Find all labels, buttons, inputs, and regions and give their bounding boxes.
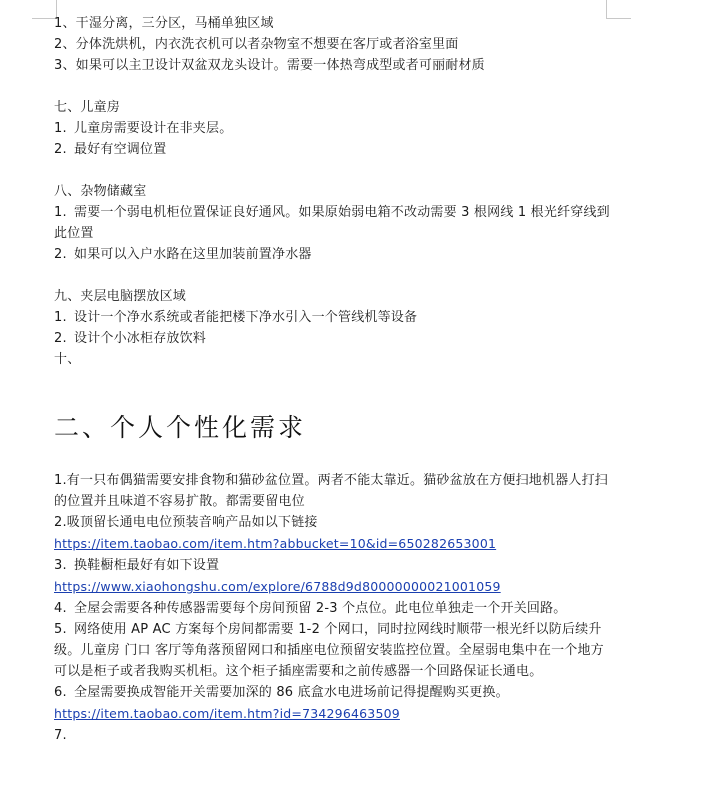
mezzanine-item-1 [54, 307, 624, 328]
document-page [54, 13, 624, 746]
list-text: 网络使用 AP AC 方案每个房间都需要 1-2 个网口，同时拉网线时顺带一根光纤以防后续升级。儿童房 门口 客厅等角落预留网口和插座电位预留安装监控位置。全屋弱电集中在一个地方可以是柜子或者我购买机柜。这个柜子插座需要和之前传感器一个回路保证长通电。 [54, 622, 604, 679]
taobao-speaker-link[interactable]: https://item.taobao.com/item.htm?abbucket=10&id=650282653001 [54, 536, 497, 551]
list-number: 2. [54, 247, 67, 262]
list-text: 设计个小冰柜存放饮料 [74, 331, 207, 346]
list-number: 1. [54, 205, 67, 220]
paragraph-gap [54, 160, 624, 181]
personal-item-5 [54, 619, 614, 682]
list-number: 1. [54, 310, 67, 325]
list-text: 如果可以入户水路在这里加装前置净水器 [74, 247, 312, 262]
kids-room-item-1 [54, 118, 624, 139]
list-text: 换鞋橱柜最好有如下设置 [74, 558, 220, 573]
bathroom-item-2: 2、分体洗烘机，内衣洗衣机可以者杂物室不想要在客厅或者浴室里面 [54, 37, 459, 52]
personal-item-2: 2.吸顶留长通电电位预装音响产品如以下链接 [54, 515, 318, 530]
list-text: 最好有空调位置 [74, 142, 167, 157]
section-title-mezzanine-computer: 九、夹层电脑摆放区域 [54, 289, 187, 304]
list-number: 4. [54, 601, 67, 616]
list-number: 3. [54, 558, 67, 573]
list-number: 2. [54, 331, 67, 346]
list-number: 7. [54, 728, 67, 743]
mezzanine-item-2 [54, 328, 624, 349]
part-two-heading: 二、个人个性化需求 [54, 413, 307, 442]
section-title-storage-room: 八、杂物储藏室 [54, 184, 147, 199]
list-number: 5. [54, 622, 67, 637]
bathroom-item-1: 1、干湿分离，三分区，马桶单独区域 [54, 16, 274, 31]
list-text: 设计一个净水系统或者能把楼下净水引入一个管线机等设备 [74, 310, 418, 325]
list-text: 儿童房需要设计在非夹层。 [74, 121, 233, 136]
paragraph-gap [54, 76, 624, 97]
personal-item-1: 1.有一只布偶猫需要安排食物和猫砂盆位置。两者不能太靠近。猫砂盆放在方便扫地机器人打扫的位置并且味道不容易扩散。都需要留电位 [54, 473, 609, 509]
personal-item-3 [54, 555, 624, 576]
link-row [54, 576, 624, 598]
section-title-kids-room: 七、儿童房 [54, 100, 121, 115]
taobao-smart-switch-link[interactable]: https://item.taobao.com/item.htm?id=734296463509 [54, 706, 400, 721]
link-row [54, 703, 624, 725]
list-text: 需要一个弱电机柜位置保证良好通风。如果原始弱电箱不改动需要 3 根网线 1 根光纤穿线到此位置 [54, 205, 610, 241]
bathroom-item-3: 3、如果可以主卫设计双盆双龙头设计。需要一体热弯成型或者可丽耐材质 [54, 58, 485, 73]
section-ten-marker: 十、 [54, 352, 81, 367]
list-text: 全屋需要换成智能开关需要加深的 86 底盒水电进场前记得提醒购买更换。 [74, 685, 509, 700]
storage-room-item-1 [54, 202, 614, 244]
personal-item-6 [54, 682, 624, 703]
paragraph-gap [54, 265, 624, 286]
link-row [54, 533, 624, 555]
personal-item-4 [54, 598, 624, 619]
xiaohongshu-shoe-cabinet-link[interactable]: https://www.xiaohongshu.com/explore/6788d9d80000000021001059 [54, 579, 501, 594]
list-number: 6. [54, 685, 67, 700]
list-number: 1. [54, 121, 67, 136]
kids-room-item-2 [54, 139, 624, 160]
list-number: 2. [54, 142, 67, 157]
personal-item-7 [54, 725, 624, 746]
list-text: 全屋会需要各种传感器需要每个房间预留 2-3 个点位。此电位单独走一个开关回路。 [74, 601, 567, 616]
storage-room-item-2 [54, 244, 624, 265]
